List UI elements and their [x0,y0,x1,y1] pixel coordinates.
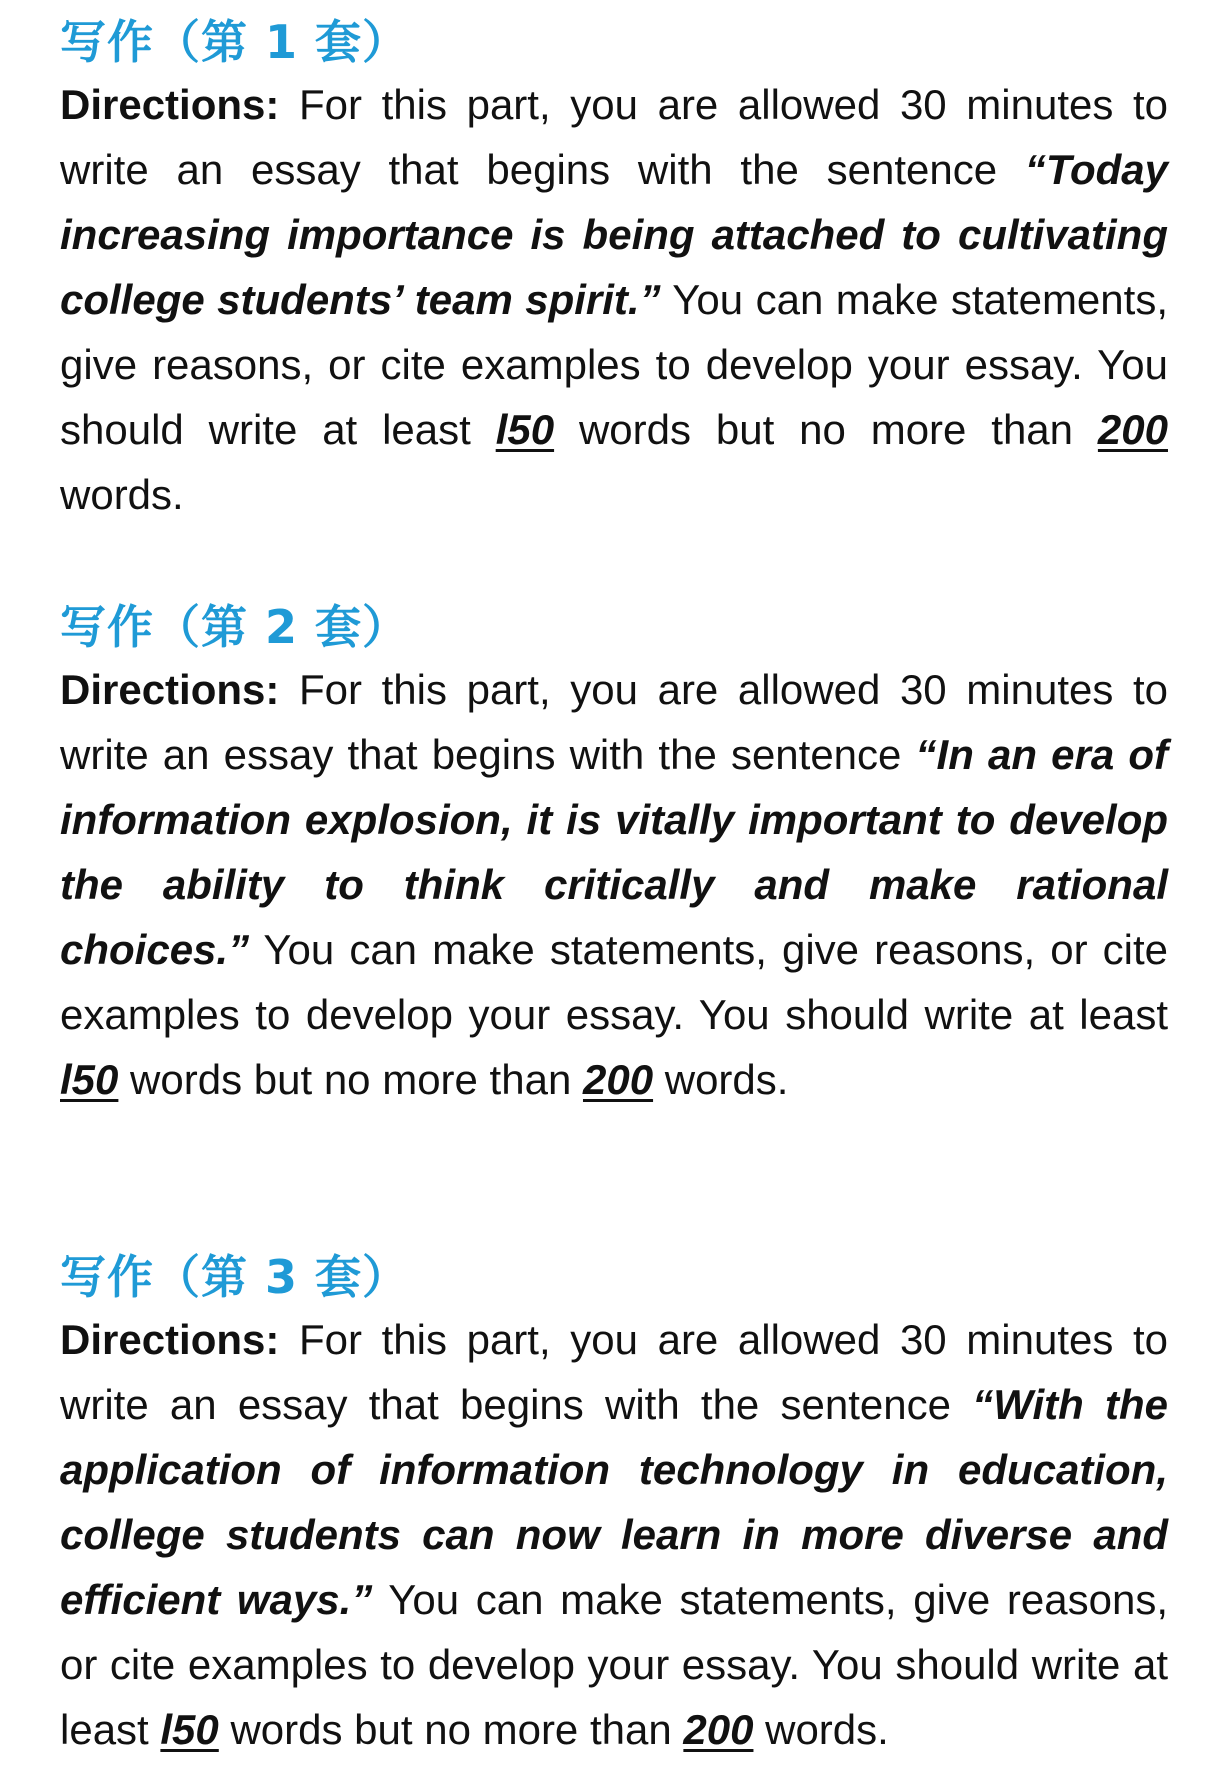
max-word-count: 200 [683,1706,754,1753]
essay-opening-sentence: “In an era of information explosion, it is vitally important to develop the ability to think critically and make rational choices.” [60,731,1168,973]
directions-text: You can make statements, give reasons, or cite examples to develop your essay. You should write at least [60,276,1168,453]
directions-text: words. [653,1056,789,1103]
directions-label: Directions: [60,1316,280,1363]
directions-text: You can make statements, give reasons, or cite examples to develop your essay. You should write at least [60,926,1168,1038]
directions-label: Directions: [60,81,280,128]
min-word-count: l50 [495,406,555,453]
directions-text: For this part, you are allowed 30 minutes to write an essay that begins with the sentence [60,1316,1168,1428]
section-title: 写作（第 2 套） [60,600,410,654]
directions-text: words but no more than [118,1056,583,1103]
min-word-count: l50 [60,1056,119,1103]
directions-paragraph [60,72,1168,527]
directions-text: words. [753,1706,889,1753]
essay-opening-sentence: “Today increasing importance is being attached to cultivating college students’ team spirit.” [60,146,1168,323]
directions-text: words. [60,471,184,518]
min-word-count: l50 [160,1706,219,1753]
section-title: 写作（第 3 套） [60,1250,410,1304]
section-title: 写作（第 1 套） [60,15,410,69]
directions-text: For this part, you are allowed 30 minutes to write an essay that begins with the sentence [60,81,1168,193]
directions-text: words but no more than [554,406,1098,453]
directions-text: For this part, you are allowed 30 minutes to write an essay that begins with the sentence [60,666,1168,778]
directions-text: You can make statements, give reasons, or cite examples to develop your essay. You should write at least [60,1576,1168,1753]
writing-set-3 [60,1247,1168,1762]
directions-paragraph [60,657,1168,1112]
directions-paragraph [60,1307,1168,1762]
max-word-count: 200 [1097,406,1168,453]
directions-label: Directions: [60,666,280,713]
writing-set-1 [60,12,1168,527]
writing-set-2 [60,597,1168,1112]
max-word-count: 200 [582,1056,654,1103]
directions-text: words but no more than [218,1706,684,1753]
essay-opening-sentence: “With the application of information technology in education, college students can now learn in more diverse and efficient ways.” [60,1381,1168,1623]
